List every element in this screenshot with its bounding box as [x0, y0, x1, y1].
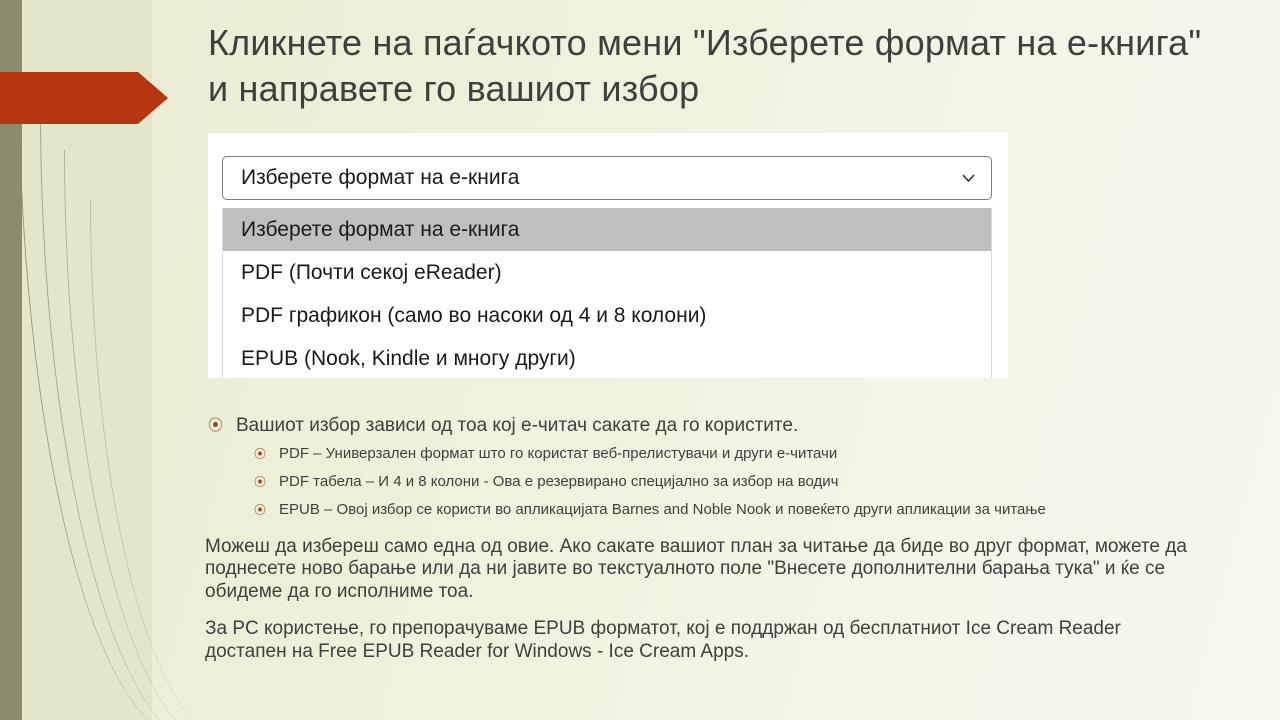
select-options-list[interactable] [222, 208, 992, 378]
ebook-format-select[interactable] [222, 156, 992, 200]
bullet-sub-item [254, 445, 1218, 464]
bullet-sub-item [254, 473, 1218, 492]
arrow-shape [0, 72, 168, 124]
bullet-marker-icon: ⦿ [254, 503, 267, 517]
bullet-sub-text: PDF – Универзален формат што го користат веб-прелистувачи и други е-читачи [279, 445, 838, 462]
screenshot-card [208, 133, 1008, 378]
option-item[interactable]: EPUB (Nook, Kindle и многу други) [241, 347, 576, 370]
paragraph: За PC користење, го препорачуваме EPUB форматот, кој е поддржан од бесплатниот Ice Cream Reader достапен на Free EPUB Reader for Windows - Ice Cream Apps. [205, 618, 1121, 662]
chevron-down-icon [962, 174, 975, 182]
option-item[interactable]: Изберете формат на е-книга [223, 208, 991, 251]
bullet-marker-icon: ⦿ [254, 475, 267, 489]
bullet-marker-icon: ⦿ [254, 447, 267, 461]
option-item[interactable]: PDF графикон (само во насоки од 4 и 8 колони) [241, 304, 707, 327]
bullet-lead [208, 415, 1218, 437]
select-current-value: Изберете формат на е-книга [241, 166, 520, 189]
paragraph: Можеш да избереш само една од овие. Ако сакате вашиот план за читање да биде во друг формат, можете да поднесете ново барање или да ни јавите во текстуалното поле "Внесете дополнителни барања тука" и ќе се обидеме да го исполниме тоа. [205, 536, 1187, 602]
option-item[interactable]: PDF (Почти секој eReader) [241, 261, 502, 284]
page-title: Кликнете на паѓачкото мени "Изберете формат на е-книга" и направете го вашиот избор [208, 22, 1202, 110]
bullet-list [208, 415, 1218, 529]
bullet-marker-icon: ⦿ [208, 417, 224, 434]
bullet-lead-text: Вашиот избор зависи од тоа кој е-читач сакате да го користите. [236, 415, 799, 436]
bullet-sub-text: EPUB – Овој избор се користи во апликацијата Barnes and Noble Nook и повеќето други апликации за читање [279, 501, 1046, 518]
paragraph-block [205, 536, 1205, 678]
bullet-sub-text: PDF табела – И 4 и 8 колони - Ова е резервирано специјално за избор на водич [279, 473, 839, 490]
bullet-sub-item [254, 501, 1218, 520]
